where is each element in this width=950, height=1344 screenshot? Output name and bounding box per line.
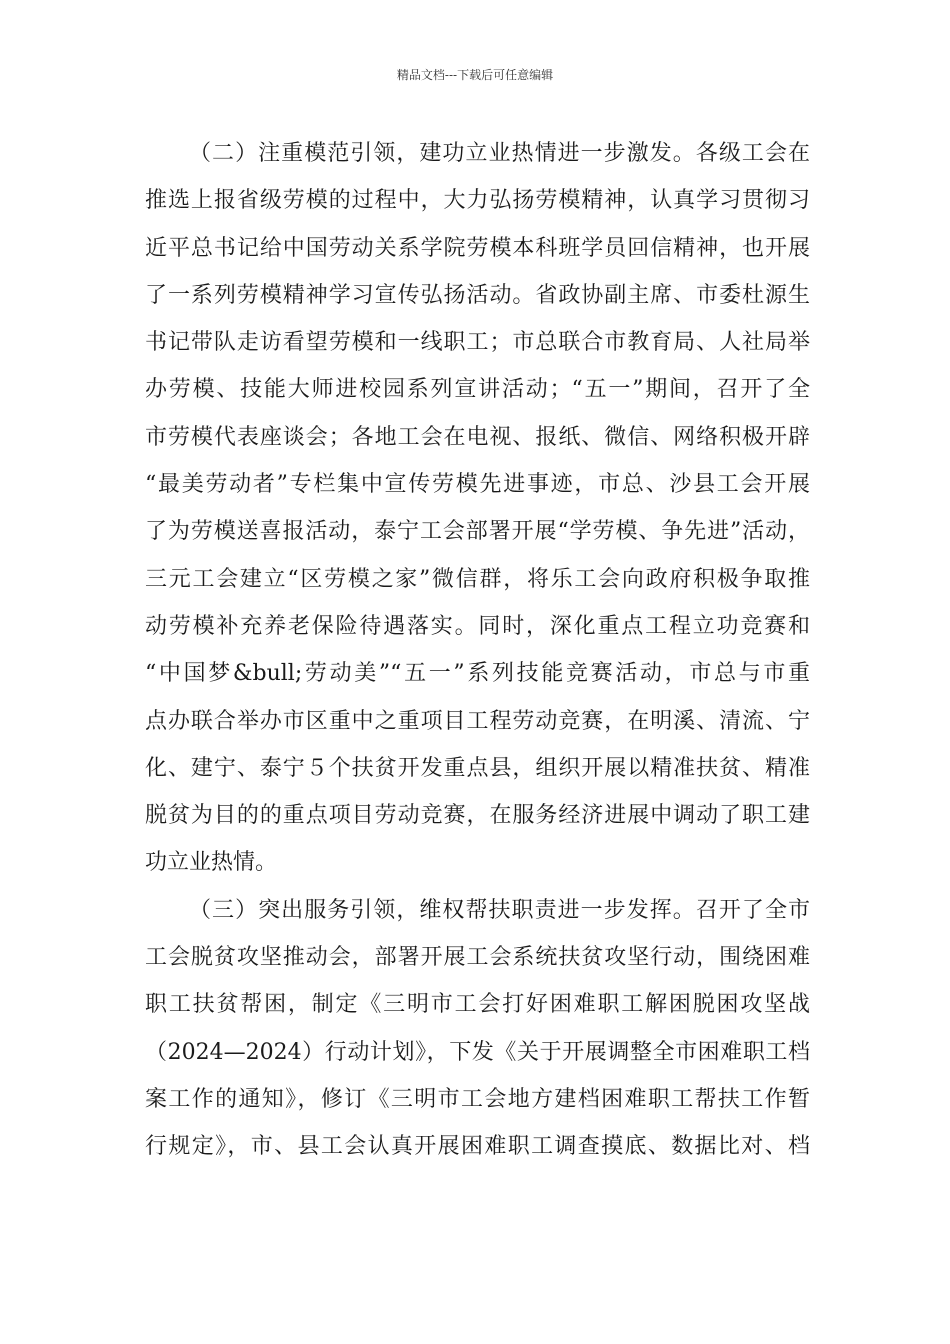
text-line: 点办联合举办市区重中之重项目工程劳动竞赛，在明溪、清流、宁: [145, 708, 810, 734]
text-line: 职工扶贫帮困，制定《三明市工会打好困难职工解困脱困攻坚战: [145, 992, 810, 1018]
text-line: 工会脱贫攻坚推动会，部署开展工会系统扶贫攻坚行动，围绕困难: [145, 945, 810, 971]
text-line: 化、建宁、泰宁５个扶贫开发重点县，组织开展以精准扶贫、精准: [145, 755, 810, 781]
text-line: 动劳模补充养老保险待遇落实。同时，深化重点工程立功竞赛和: [145, 613, 810, 639]
text-line: 功立业热情。: [145, 850, 278, 876]
text-line: 脱贫为目的的重点项目劳动竞赛，在服务经济进展中调动了职工建: [145, 803, 810, 829]
text-line: 推选上报省级劳模的过程中，大力弘扬劳模精神，认真学习贯彻习: [145, 188, 810, 214]
text-line: 了一系列劳模精神学习宣传弘扬活动。省政协副主席、市委杜源生: [145, 282, 810, 308]
text-line: “最美劳动者”专栏集中宣传劳模先进事迹，市总、沙县工会开展: [145, 472, 810, 498]
text-line: 近平总书记给中国劳动关系学院劳模本科班学员回信精神，也开展: [145, 235, 810, 261]
text-line: 办劳模、技能大师进校园系列宣讲活动；“五一”期间，召开了全: [145, 377, 810, 403]
text-line: 案工作的通知》，修订《三明市工会地方建档困难职工帮扶工作暂: [145, 1086, 810, 1112]
paragraph: [145, 887, 810, 1171]
text-line: （三）突出服务引领，维权帮扶职责进一步发挥。召开了全市: [189, 897, 810, 923]
text-line: 行规定》，市、县工会认真开展困难职工调查摸底、数据比对、档: [145, 1134, 810, 1160]
text-line: 三元工会建立“区劳模之家”微信群，将乐工会向政府积极争取推: [145, 566, 810, 592]
page-header: 精品文档---下载后可任意编辑: [396, 68, 554, 82]
text-line: 书记带队走访看望劳模和一线职工；市总联合市教育局、人社局举: [145, 330, 810, 356]
document-body: [145, 130, 810, 1171]
paragraph: [145, 130, 810, 887]
text-line: （2024—2024）行动计划》，下发《关于开展调整全市困难职工档: [145, 1039, 810, 1065]
text-line: （二）注重模范引领，建功立业热情进一步激发。各级工会在: [189, 141, 810, 166]
text-line: 市劳模代表座谈会；各地工会在电视、报纸、微信、网络积极开辟: [145, 424, 810, 450]
text-line: “中国梦&bull;劳动美”“五一”系列技能竞赛活动，市总与市重: [145, 661, 810, 687]
text-line: 了为劳模送喜报活动，泰宁工会部署开展“学劳模、争先进”活动，: [145, 519, 810, 545]
